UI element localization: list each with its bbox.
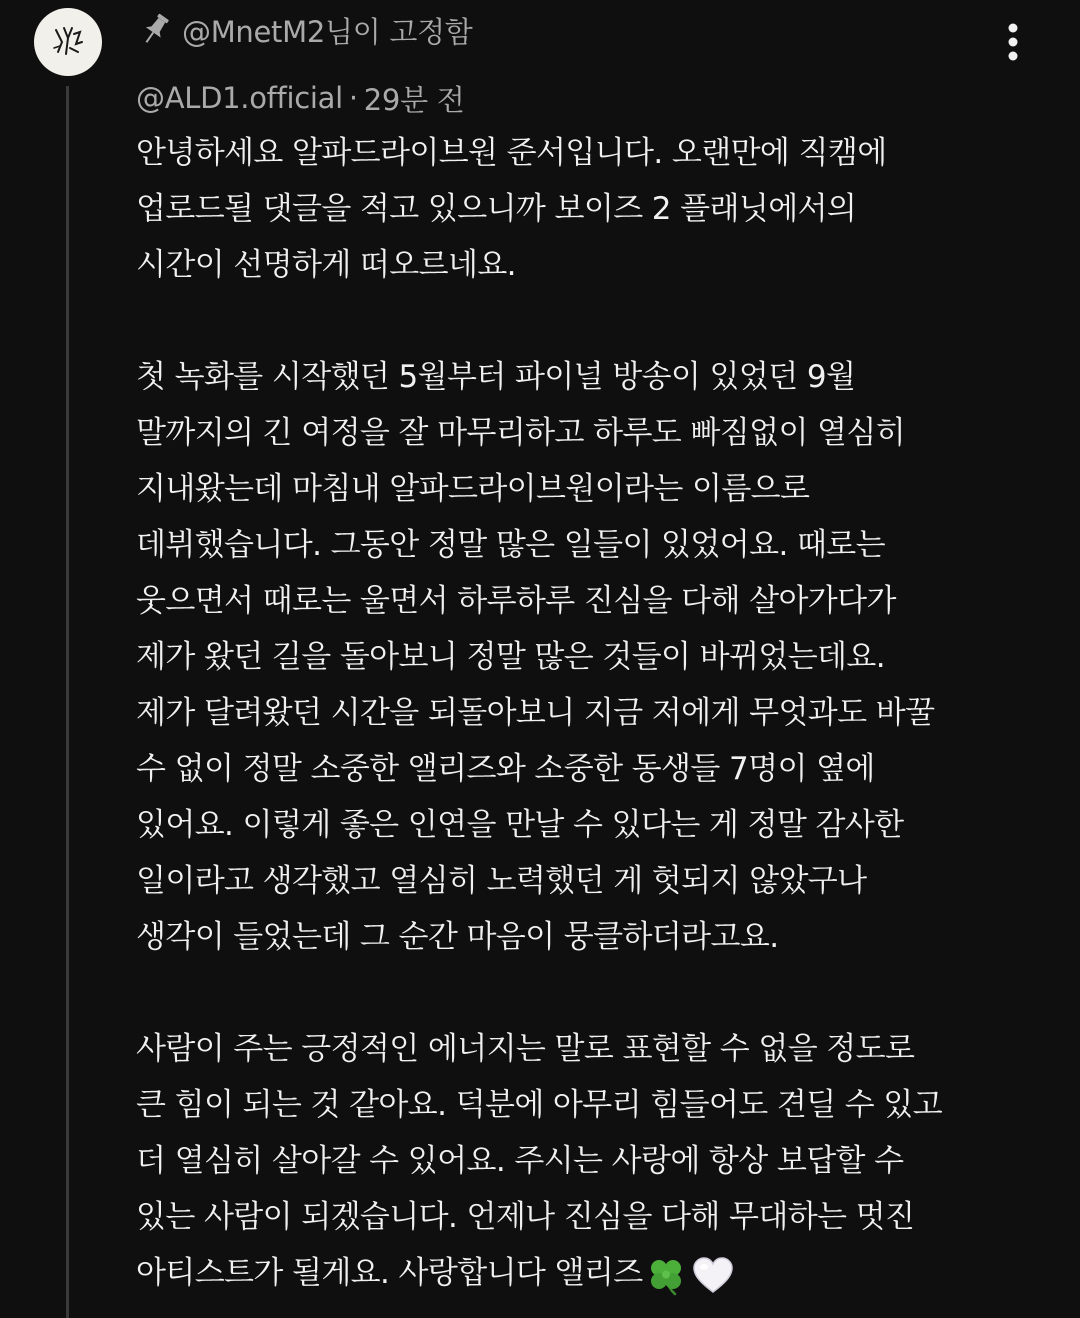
comment-line: 수 없이 정말 소중한 앨리즈와 소중한 동생들 7명이 옆에 bbox=[136, 751, 875, 787]
paragraph-gap bbox=[136, 965, 1056, 1021]
comment-meta bbox=[136, 76, 464, 120]
more-vertical-icon[interactable] bbox=[996, 20, 1030, 64]
white-heart-emoji bbox=[691, 1255, 735, 1295]
pinned-by-text: @MnetM2님이 고정함 bbox=[182, 14, 473, 49]
comment-line: 첫 녹화를 시작했던 5월부터 파이널 방송이 있었던 9월 bbox=[136, 359, 856, 395]
comment-line: 생각이 들었는데 그 순간 마음이 뭉클하더라고요. bbox=[136, 919, 779, 955]
comment-line: 더 열심히 살아갈 수 있어요. 주시는 사랑에 항상 보답할 수 bbox=[136, 1143, 904, 1179]
avatar[interactable] bbox=[34, 8, 102, 76]
comment-line: 있어요. 이렇게 좋은 인연을 만날 수 있다는 게 정말 감사한 bbox=[136, 807, 904, 843]
comment-line: 지내왔는데 마침내 알파드라이브원이라는 이름으로 bbox=[136, 471, 810, 507]
comment-line: 안녕하세요 알파드라이브원 준서입니다. 오랜만에 직캠에 bbox=[136, 135, 887, 171]
thread-line bbox=[66, 86, 69, 1318]
four-leaf-clover-emoji bbox=[645, 1254, 687, 1296]
comment-line: 말까지의 긴 여정을 잘 마무리하고 하루도 빠짐없이 열심히 bbox=[136, 415, 906, 451]
comment-line: 있는 사람이 되겠습니다. 언제나 진심을 다해 무대하는 멋진 bbox=[136, 1199, 915, 1235]
comment-timestamp[interactable]: 29분 전 bbox=[363, 82, 465, 117]
comment-line: 업로드될 댓글을 적고 있으니까 보이즈 2 플래닛에서의 bbox=[136, 191, 857, 227]
comment-line: 시간이 선명하게 떠오르네요. bbox=[136, 247, 516, 283]
comment-line-text: 아티스트가 될게요. 사랑합니다 앨리즈 bbox=[136, 1255, 643, 1291]
comment-line: 데뷔했습니다. 그동안 정말 많은 일들이 있었어요. 때로는 bbox=[136, 527, 885, 563]
comment-line: 일이라고 생각했고 열심히 노력했던 게 헛되지 않았구나 bbox=[136, 863, 867, 899]
meta-separator: · bbox=[348, 81, 358, 115]
comment-line: 큰 힘이 되는 것 같아요. 덕분에 아무리 힘들어도 견딜 수 있고 bbox=[136, 1087, 943, 1123]
avatar-logo bbox=[34, 8, 102, 76]
author-handle[interactable]: @ALD1.official bbox=[136, 81, 343, 115]
comment-line: 제가 왔던 길을 돌아보니 정말 많은 것들이 바뀌었는데요. bbox=[136, 639, 885, 675]
pushpin-icon bbox=[140, 12, 170, 48]
comment-line: 제가 달려왔던 시간을 되돌아보니 지금 저에게 무엇과도 바꿀 bbox=[136, 695, 935, 731]
comment-last-line bbox=[136, 1245, 1056, 1301]
paragraph-gap bbox=[136, 293, 1056, 349]
comment-line: 웃으면서 때로는 울면서 하루하루 진심을 다해 살아가다가 bbox=[136, 583, 896, 619]
comment-line: 사람이 주는 긍정적인 에너지는 말로 표현할 수 없을 정도로 bbox=[136, 1031, 915, 1067]
comment-text bbox=[136, 125, 1056, 1301]
pinned-label-row bbox=[140, 8, 472, 52]
